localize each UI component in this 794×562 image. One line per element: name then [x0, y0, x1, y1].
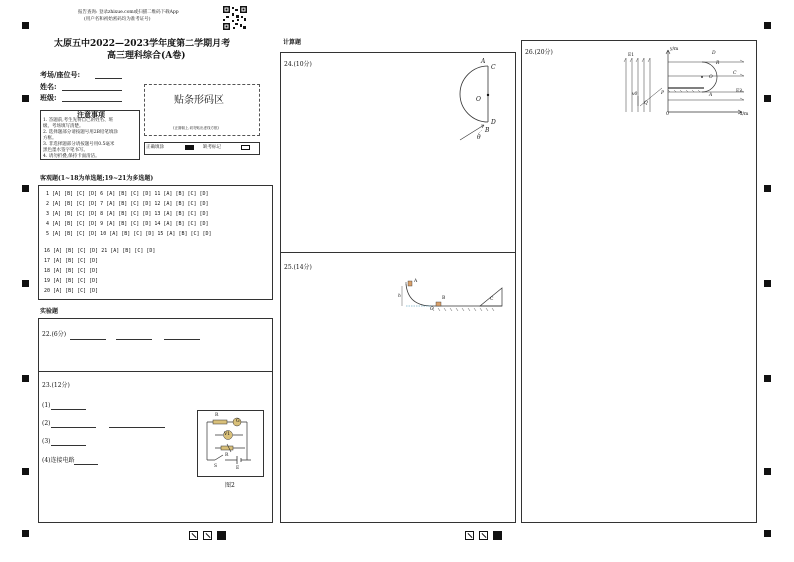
q24-label-d: D	[491, 119, 496, 126]
report-notice-sub: (用户名和初始密码均为准考证号)	[84, 17, 151, 22]
timing-mark	[22, 530, 29, 537]
fill-correct-sample	[185, 145, 194, 150]
q26-label-a: A	[709, 93, 713, 98]
q23-item: (1)	[42, 402, 51, 409]
q26-label: 26.(20分)	[525, 49, 553, 56]
timing-mark	[22, 280, 29, 287]
q26-label-e2: E2	[736, 89, 743, 94]
notes-item: 2. 选择题部分请按题号用2B铅笔填涂	[43, 130, 118, 135]
page-code-mark	[189, 531, 198, 540]
q26-label-o: O	[709, 75, 713, 80]
circuit-label-v: V1	[224, 432, 231, 437]
q24-label-b: B	[485, 127, 490, 134]
notes-item: 3. 非选择题部分请按题号用0.5毫米	[43, 142, 115, 147]
barcode-note: (正面朝上,切勿贴出虚线方框)	[173, 126, 219, 130]
exam-title: 太原五中2022—2023学年度第二学期月考	[54, 39, 231, 49]
q23-blank[interactable]	[109, 427, 165, 428]
notes-item: 方框。	[43, 136, 57, 141]
q23-item: (3)	[42, 438, 51, 445]
class-field[interactable]	[62, 101, 122, 102]
q22-blank[interactable]	[70, 339, 106, 340]
calc-title: 计算题	[283, 39, 302, 46]
timing-mark	[764, 468, 771, 475]
absent-checkbox[interactable]	[241, 145, 250, 150]
q22-blank[interactable]	[116, 339, 152, 340]
q26-label-origin: 0	[666, 112, 669, 117]
exam-subtitle: 高三理科综合(A卷)	[107, 51, 186, 61]
name-label: 姓名:	[40, 82, 57, 91]
timing-mark	[22, 185, 29, 192]
q26-label-p: P	[661, 91, 665, 96]
page-code-mark	[465, 531, 474, 540]
circuit-label-r1: R	[215, 413, 219, 418]
q25-label-h: h	[398, 294, 401, 299]
q23-item: (2)	[42, 420, 51, 427]
timing-mark	[764, 95, 771, 102]
q25-label-c: C	[490, 297, 494, 302]
circuit-label-r2: R	[225, 453, 229, 458]
class-label: 班级:	[40, 93, 57, 102]
figure-caption: 图2	[225, 482, 235, 489]
page-code-mark	[203, 531, 212, 540]
circuit-diagram	[197, 410, 264, 477]
choice-row[interactable]: 5 [A] [B] [C] [D] 10 [A] [B] [C] [D] 15 [A] [B] [C] [D]	[46, 231, 212, 237]
qr-code[interactable]	[222, 5, 248, 31]
q26-label-q: Q	[644, 101, 648, 106]
exam-seat-field[interactable]	[95, 78, 122, 79]
notes-title: 注意事项	[77, 110, 105, 119]
choice-row[interactable]: 18 [A] [B] [C] [D]	[44, 268, 99, 274]
circuit-label-s: S	[214, 464, 218, 469]
page-code-mark	[493, 531, 502, 540]
barcode-label: 贴条形码区	[174, 95, 224, 106]
q24-label-c: C	[491, 64, 496, 71]
q26-label-x: x/m	[740, 112, 749, 117]
q26-label-r: R	[716, 61, 720, 66]
notes-item: 1. 答题前,考生先将自己的姓名、班	[43, 118, 114, 123]
q23-blank[interactable]	[74, 464, 98, 465]
q26-label-v0: v0	[632, 92, 638, 97]
q26-label-c: C	[733, 71, 737, 76]
timing-mark	[764, 530, 771, 537]
q24-label-o: O	[476, 96, 481, 103]
q23-blank[interactable]	[51, 445, 86, 446]
timing-mark	[764, 185, 771, 192]
q26-diagram	[622, 46, 752, 121]
timing-mark	[22, 22, 29, 29]
timing-mark	[22, 375, 29, 382]
q22-blank[interactable]	[164, 339, 200, 340]
fill-correct-label: 正确填涂	[146, 145, 164, 150]
q23-blank[interactable]	[51, 427, 96, 428]
choice-row[interactable]: 2 [A] [B] [C] [D] 7 [A] [B] [C] [D] 12 [A] [B] [C] [D]	[46, 201, 209, 207]
absent-label: 缺考标记	[203, 145, 221, 150]
page-code-mark	[217, 531, 226, 540]
timing-mark	[764, 375, 771, 382]
timing-mark	[22, 468, 29, 475]
q26-label-d: D	[712, 51, 716, 56]
name-field[interactable]	[62, 90, 122, 91]
q25-label-b: B	[442, 296, 446, 301]
q25-label-o: O	[430, 307, 434, 312]
q25-label-a: A	[414, 279, 418, 284]
q23-label: 23.(12分)	[42, 382, 70, 389]
choice-row[interactable]: 16 [A] [B] [C] [D] 21 [A] [B] [C] [D]	[44, 248, 156, 254]
choice-row[interactable]: 20 [A] [B] [C] [D]	[44, 288, 99, 294]
exam-seat-label: 考场/座位号:	[40, 70, 81, 79]
notes-item: 黑色墨水签字笔书写。	[43, 148, 88, 153]
timing-mark	[764, 22, 771, 29]
q24-label-theta: θ	[477, 134, 481, 141]
experiment-title: 实验题	[40, 308, 59, 315]
timing-mark	[22, 95, 29, 102]
circuit-label-g: G	[236, 419, 240, 424]
q25-label: 25.(14分)	[284, 264, 312, 271]
report-notice: 报告查询: 登录zhixue.com或扫描二维码下载App	[78, 10, 179, 15]
choice-row[interactable]: 17 [A] [B] [C] [D]	[44, 258, 99, 264]
q24-label: 24.(10分)	[284, 61, 312, 68]
q22-box	[38, 318, 273, 372]
q23-item: (4)连接电路	[42, 457, 75, 464]
notes-item: 4. 请勿折叠,保持卡面清洁。	[43, 154, 100, 159]
notes-item: 级、考场填写清楚。	[43, 124, 84, 129]
choice-row[interactable]: 3 [A] [B] [C] [D] 8 [A] [B] [C] [D] 13 [A] [B] [C] [D]	[46, 211, 209, 217]
q26-label-y: y/m	[670, 47, 679, 52]
choice-row[interactable]: 19 [A] [B] [C] [D]	[44, 278, 99, 284]
choice-row[interactable]: 4 [A] [B] [C] [D] 9 [A] [B] [C] [D] 14 [A] [B] [C] [D]	[46, 221, 209, 227]
choice-row[interactable]: 1 [A] [B] [C] [D] 6 [A] [B] [C] [D] 11 [A] [B] [C] [D]	[46, 191, 209, 197]
q22-label: 22.(6分)	[42, 331, 67, 338]
page-code-mark	[479, 531, 488, 540]
objective-title: 客观题(1~18为单选题;19~21为多选题)	[40, 175, 154, 182]
circuit-label-e: E	[236, 466, 240, 471]
q24-label-a: A	[481, 58, 486, 65]
q23-blank[interactable]	[51, 409, 86, 410]
q26-label-e1: E1	[628, 53, 635, 58]
timing-mark	[764, 280, 771, 287]
